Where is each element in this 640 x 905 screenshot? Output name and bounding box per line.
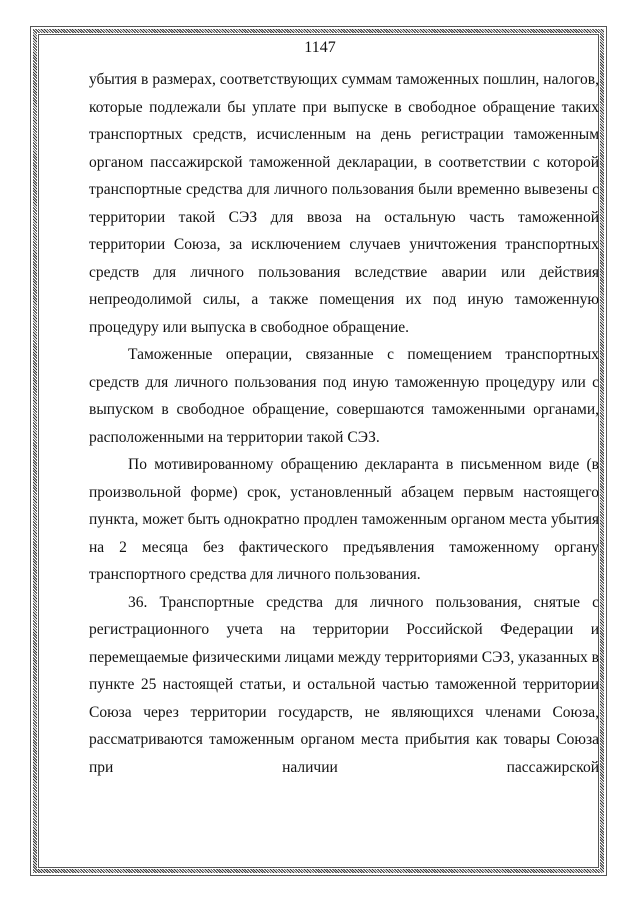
paragraph-continuation: убытия в размерах, соответствующих суммам таможенных пошлин, налогов, которые подлежали бы уплате при выпуске в свободное обращение таких транспортных средств, исчисленным на день регистрации таможенным органом пассажирской таможенной декларации, в соответствии с которой транспортные средства для личного пользования были временно вывезены с территории такой СЭЗ для ввоза на остальную часть таможенной территории Союза, за исключением случаев уничтожения транспортных средств для личного пользования вследствие аварии или действия непреодолимой силы, а также помещения их под иную таможенную процедуру или выпуска в свободное обращение. xyxy=(89,71,599,336)
document-body xyxy=(89,66,599,781)
page-number: 1147 xyxy=(304,39,336,56)
paragraph-customs-operations: Таможенные операции, связанные с помещением транспортных средств для личного пользования под иную таможенную процедуру или с выпуском в свободное обращение, совершаются таможенными органами, расположенными на территории такой СЭЗ. xyxy=(89,346,599,446)
paragraph-item-36: 36. Транспортные средства для личного пользования, снятые с регистрационного учета на территории Российской Федерации и перемещаемые физическими лицами между территориями СЭЗ, указанных в пункте 25 настоящей статьи, и остальной частью таможенной территории Союза через территории государств, не являющихся членами Союза, рассматриваются таможенным органом места прибытия как товары Союза при наличии пассажирской xyxy=(89,593,599,776)
paragraph-term-extension: По мотивированному обращению декларанта в письменном виде (в произвольной форме) срок, установленный абзацем первым настоящего пункта, может быть однократно продлен таможенным органом места убытия на 2 месяца без фактического предъявления таможенному органу транспортного средства для личного пользования. xyxy=(89,456,599,583)
